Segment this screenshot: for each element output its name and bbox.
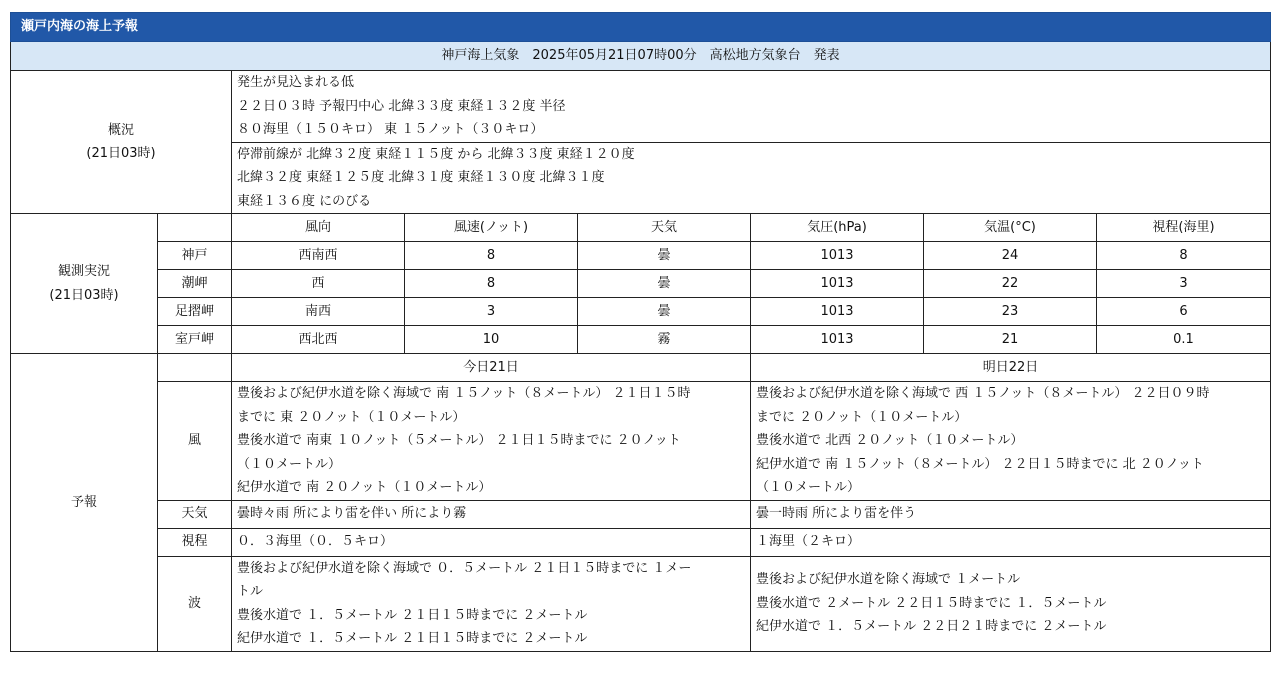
- table-cell: 曇: [578, 298, 751, 326]
- table-cell: 西南西: [232, 242, 405, 270]
- forecast-line: 豊後水道で 北西 ２０ノット（１０メートル）: [756, 433, 1024, 448]
- forecast-line: トル: [237, 584, 264, 599]
- table-cell: 1013: [751, 242, 924, 270]
- table-cell: 24: [924, 242, 1097, 270]
- visibility-tomorrow: １海里（２キロ）: [751, 528, 1271, 556]
- table-cell: 曇: [578, 242, 751, 270]
- today-header: 今日21日: [232, 354, 751, 382]
- forecast-line: 豊後および紀伊水道を除く海域で 西 １５ノット（８メートル） ２２日０９時: [756, 386, 1210, 401]
- forecast-line: 紀伊水道で １．５メートル ２２日２１時までに ２メートル: [756, 619, 1107, 635]
- column-header: 風向: [232, 214, 405, 242]
- column-header: 天気: [578, 214, 751, 242]
- overview-line: 発生が見込まれる低: [237, 75, 355, 90]
- overview-line: 停滞前線が 北緯３２度 東経１１５度 から 北緯３３度 東経１２０度: [237, 146, 635, 162]
- forecast-corner-cell: [158, 354, 232, 382]
- table-cell: 1013: [751, 298, 924, 326]
- table-cell: 西: [232, 270, 405, 298]
- weather-tomorrow: 曇一時雨 所により雷を伴う: [751, 500, 1271, 528]
- forecast-line: 豊後および紀伊水道を除く海域で 南 １５ノット（８メートル） ２１日１５時: [237, 386, 691, 401]
- table-row: [11, 326, 1271, 354]
- marine-forecast-panel: [10, 12, 1270, 652]
- wind-today: [232, 382, 751, 501]
- table-cell: 1013: [751, 326, 924, 354]
- table-cell: 3: [405, 298, 578, 326]
- forecast-line: 豊後水道で ２メートル ２２日１５時までに １．５メートル: [756, 595, 1107, 611]
- station-name: 神戸: [158, 242, 232, 270]
- overview-label-cell: [11, 71, 232, 214]
- wind-label: 風: [158, 382, 232, 501]
- table-row: [11, 298, 1271, 326]
- forecast-line: 紀伊水道で １．５メートル ２１日１５時までに ２メートル: [237, 631, 588, 646]
- overview-label: 概況: [107, 122, 134, 138]
- wind-tomorrow: [751, 382, 1271, 501]
- waves-tomorrow: [751, 556, 1271, 651]
- issue-info: 神戸海上気象 2025年05月21日07時00分 高松地方気象台 発表: [11, 42, 1271, 71]
- table-cell: 21: [924, 326, 1097, 354]
- observation-time: (21日03時): [49, 287, 119, 303]
- weather-today: 曇時々雨 所により雷を伴い 所により霧: [232, 500, 751, 528]
- column-header: 気圧(hPa): [751, 214, 924, 242]
- forecast-table: [10, 12, 1271, 652]
- visibility-today: ０．３海里（０．５キロ）: [232, 528, 751, 556]
- page-title: 瀬戸内海の海上予報: [11, 13, 1271, 42]
- column-header: 風速(ノット): [405, 214, 578, 242]
- station-name: 足摺岬: [158, 298, 232, 326]
- table-cell: 曇: [578, 270, 751, 298]
- observation-corner-cell: [158, 214, 232, 242]
- forecast-line: （１０メートル）: [237, 456, 342, 472]
- table-row: [11, 270, 1271, 298]
- forecast-line: 豊後および紀伊水道を除く海域で ０．５メートル ２１日１５時までに １メー: [237, 560, 692, 576]
- forecast-line: までに 東 ２０ノット（１０メートル）: [237, 409, 466, 425]
- table-cell: 西北西: [232, 326, 405, 354]
- table-cell: 22: [924, 270, 1097, 298]
- table-cell: 8: [1097, 242, 1271, 270]
- table-cell: 6: [1097, 298, 1271, 326]
- waves-today: [232, 556, 751, 651]
- table-cell: 8: [405, 270, 578, 298]
- table-cell: 南西: [232, 298, 405, 326]
- waves-label: 波: [158, 556, 232, 651]
- forecast-line: （１０メートル）: [756, 480, 861, 495]
- forecast-line: 紀伊水道で 南 １５ノット（８メートル） ２２日１５時までに 北 ２０ノット: [756, 456, 1204, 472]
- overview-line: ２２日０３時 予報円中心 北緯３３度 東経１３２度 半径: [237, 98, 566, 114]
- forecast-label: 予報: [11, 354, 158, 652]
- column-header: 気温(°C): [924, 214, 1097, 242]
- table-cell: 0.1: [1097, 326, 1271, 354]
- forecast-line: までに ２０ノット（１０メートル）: [756, 409, 968, 425]
- forecast-line: 豊後水道で １．５メートル ２１日１５時までに ２メートル: [237, 607, 588, 623]
- forecast-line: 豊後および紀伊水道を除く海域で １メートル: [756, 572, 1021, 588]
- weather-label: 天気: [158, 500, 232, 528]
- overview-line: 北緯３２度 東経１２５度 北緯３１度 東経１３０度 北緯３１度: [237, 170, 605, 185]
- overview-line: ８０海里（１５０キロ） 東 １５ノット（３０キロ）: [237, 122, 544, 137]
- overview-time: (21日03時): [86, 146, 156, 161]
- station-name: 潮岬: [158, 270, 232, 298]
- table-cell: 霧: [578, 326, 751, 354]
- overview-low-pressure: [232, 71, 1271, 143]
- column-header: 視程(海里): [1097, 214, 1271, 242]
- overview-front: [232, 142, 1271, 214]
- overview-line: 東経１３６度 にのびる: [237, 193, 372, 209]
- table-row: [11, 242, 1271, 270]
- table-cell: 23: [924, 298, 1097, 326]
- table-cell: 3: [1097, 270, 1271, 298]
- table-cell: 1013: [751, 270, 924, 298]
- tomorrow-header: 明日22日: [751, 354, 1271, 382]
- observation-label: 観測実況: [57, 264, 110, 279]
- station-name: 室戸岬: [158, 326, 232, 354]
- table-cell: 8: [405, 242, 578, 270]
- table-cell: 10: [405, 326, 578, 354]
- forecast-line: 豊後水道で 南東 １０ノット（５メートル） ２１日１５時までに ２０ノット: [237, 433, 681, 448]
- visibility-label: 視程: [158, 528, 232, 556]
- observation-label-cell: [11, 214, 158, 354]
- forecast-line: 紀伊水道で 南 ２０ノット（１０メートル）: [237, 480, 492, 495]
